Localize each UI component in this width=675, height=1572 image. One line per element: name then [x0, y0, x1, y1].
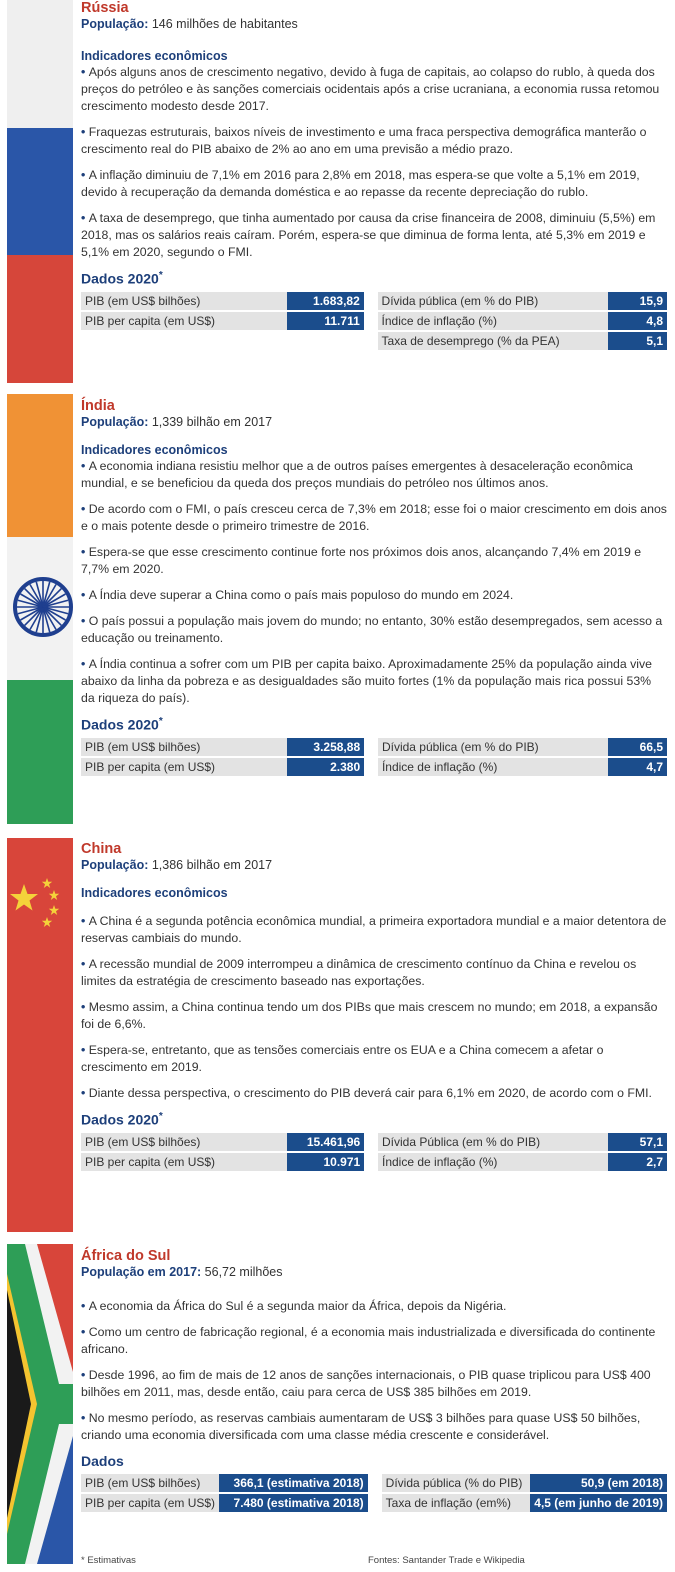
stat-label: Índice de inflação (%)	[378, 312, 608, 330]
stat-label: Dívida Pública (em % do PIB)	[378, 1133, 608, 1151]
stat-value: 10.971	[287, 1153, 364, 1171]
stat-value: 50,9 (em 2018)	[530, 1474, 667, 1492]
stat-value: 66,5	[608, 738, 667, 756]
stats-table	[81, 290, 667, 352]
china-flag	[7, 838, 73, 1232]
bullet-dot-icon: •	[81, 211, 89, 225]
stat-value: 15.461,96	[287, 1133, 364, 1151]
china-stars-icon	[7, 838, 73, 958]
stat-value: 2.380	[287, 758, 364, 776]
bullet-item: • A China é a segunda potência econômica mundial, a primeira exportadora mundial e a maior detentora de reservas cambiais do mundo.	[81, 914, 667, 945]
stat-label: PIB per capita (em US$)	[81, 1153, 287, 1171]
country-title: Índia	[81, 398, 115, 414]
stat-label	[81, 332, 287, 350]
stat-label: Dívida pública (% do PIB)	[382, 1474, 530, 1492]
stats-row	[81, 332, 667, 350]
bullet-dot-icon: •	[81, 957, 89, 971]
population-line: População: 146 milhões de habitantes	[81, 17, 298, 31]
section-south-africa	[0, 1244, 675, 1572]
ashoka-chakra-icon	[7, 537, 73, 680]
bullet-dot-icon: •	[81, 1086, 89, 1100]
stat-label: Taxa de desemprego (% da PEA)	[378, 332, 608, 350]
bullet-dot-icon: •	[81, 459, 89, 473]
stat-value: 1.683,82	[287, 292, 364, 310]
stats-row	[81, 1133, 667, 1151]
stat-value: 15,9	[608, 292, 667, 310]
stats-row	[81, 312, 667, 330]
bullet-item: • A economia da África do Sul é a segunda maior da África, depois da Nigéria.	[81, 1299, 507, 1313]
bullet-dot-icon: •	[81, 125, 89, 139]
bullet-dot-icon: •	[81, 65, 89, 79]
stat-value: 7.480 (estimativa 2018)	[219, 1494, 367, 1512]
bullet-list	[81, 64, 667, 261]
dados-title: Dados 2020*	[81, 1111, 163, 1128]
bullet-dot-icon: •	[81, 1368, 89, 1382]
bullet-dot-icon: •	[81, 1299, 89, 1313]
stat-value: 5,1	[608, 332, 667, 350]
stat-value: 2,7	[608, 1153, 667, 1171]
bullet-item: • Diante dessa perspectiva, o crescimento do PIB deverá cair para 6,1% em 2020, de acordo com o FMI.	[81, 1086, 652, 1100]
indicators-title: Indicadores econômicos	[81, 886, 228, 900]
bullet-item: • O país possui a população mais jovem do mundo; no entanto, 30% estão desempregados, sem acesso a educação ou treinamento.	[81, 614, 663, 645]
population-line: População: 1,386 bilhão em 2017	[81, 858, 273, 872]
bullet-dot-icon: •	[81, 588, 89, 602]
bullet-list	[81, 913, 667, 1102]
stat-label: PIB (em US$ bilhões)	[81, 292, 287, 310]
bullet-dot-icon: •	[81, 914, 89, 928]
stats-row	[81, 738, 667, 756]
stats-row	[81, 1153, 667, 1171]
bullet-item: • De acordo com o FMI, o país cresceu cerca de 7,3% em 2018; esse foi o maior crescimento em dois anos e o mais potente desde o primeiro trimestre de 2016.	[81, 502, 667, 533]
stat-value	[287, 332, 364, 350]
bullet-dot-icon: •	[81, 1043, 89, 1057]
bullet-item: • A Índia deve superar a China como o país mais populoso do mundo em 2024.	[81, 588, 514, 602]
bullet-dot-icon: •	[81, 1325, 89, 1339]
bullet-item: • Após alguns anos de crescimento negativo, devido à fuga de capitais, ao colapso do rublo, à queda dos preços do petróleo e às sanções comerciais ocidentais após a crise ucraniana, a economia russa retomou crescimento modesto desde 2017.	[81, 65, 660, 113]
stat-label: PIB per capita (em US$)	[81, 1494, 219, 1512]
bullet-item: • Desde 1996, ao fim de mais de 12 anos de sanções internacionais, o PIB quase triplicou para US$ 400 bilhões em 2011, mas, desde então, caiu para cerca de US$ 385 bilhões em 2019.	[81, 1368, 651, 1399]
bullet-dot-icon: •	[81, 545, 89, 559]
bullet-item: • Mesmo assim, a China continua tendo um dos PIBs que mais crescem no mundo; em 2018, a expansão foi de 6,6%.	[81, 1000, 658, 1031]
bullet-item: • Espera-se que esse crescimento continue forte nos próximos dois anos, alcançando 7,4% em 2019 e 7,7% em 2020.	[81, 545, 642, 576]
country-title: África do Sul	[81, 1248, 171, 1264]
india-content	[81, 398, 667, 778]
south-africa-content	[81, 1248, 667, 1514]
dados-title: Dados 2020*	[81, 270, 163, 287]
bullet-dot-icon: •	[81, 657, 89, 671]
bullet-dot-icon: •	[81, 1000, 89, 1014]
population-line: População em 2017: 56,72 milhões	[81, 1265, 283, 1279]
indicators-title: Indicadores econômicos	[81, 443, 228, 457]
stat-label: PIB per capita (em US$)	[81, 758, 287, 776]
stat-value: 366,1 (estimativa 2018)	[219, 1474, 367, 1492]
footnote-estimates: * Estimativas	[81, 1555, 136, 1566]
stats-row	[81, 1474, 667, 1492]
population-line: População: 1,339 bilhão em 2017	[81, 415, 273, 429]
stat-value: 4,8	[608, 312, 667, 330]
stat-label: Taxa de inflação (em%)	[382, 1494, 530, 1512]
bullet-list	[81, 458, 667, 707]
bullet-dot-icon: •	[81, 1411, 89, 1425]
bullet-item: • A inflação diminuiu de 7,1% em 2016 para 2,8% em 2018, mas espera-se que volte a 5,1% em 2019, devido à recuperação da demanda doméstica e ao repasse da recente depreciação do rublo.	[81, 168, 640, 199]
dados-title: Dados	[81, 1453, 124, 1469]
stat-value: 11.711	[287, 312, 364, 330]
country-title: Rússia	[81, 0, 129, 16]
stat-label: Dívida pública (em % do PIB)	[378, 292, 608, 310]
stats-row	[81, 1494, 667, 1512]
stat-label: PIB (em US$ bilhões)	[81, 1474, 219, 1492]
section-russia	[0, 0, 675, 388]
bullet-dot-icon: •	[81, 502, 89, 516]
stat-label: Dívida pública (em % do PIB)	[378, 738, 608, 756]
stat-value: 57,1	[608, 1133, 667, 1151]
bullet-item: • A taxa de desemprego, que tinha aumentado por causa da crise financeira de 2008, diminuiu (5,5%) em 2018, mas os salários reais caíram. Porém, espera-se que diminua de forma lenta, até 5,3% em 2019 e 5,1% em 2020, segundo o FMI.	[81, 211, 656, 259]
stat-value: 3.258,88	[287, 738, 364, 756]
dados-title: Dados 2020*	[81, 716, 163, 733]
section-china	[0, 838, 675, 1234]
bullet-item: • Como um centro de fabricação regional, é a economia mais industrializada e diversificada do continente africano.	[81, 1325, 656, 1356]
russia-content	[81, 0, 667, 352]
russia-flag	[7, 0, 73, 383]
bullet-item: • Fraquezas estruturais, baixos níveis de investimento e uma fraca perspectiva demográfica manterão o crescimento real do PIB abaixo de 2% ao ano em uma previsão a médio prazo.	[81, 125, 647, 156]
bullet-item: • A economia indiana resistiu melhor que a de outros países emergentes à desaceleração econômica mundial, e se beneficiou da queda dos preços mundiais do petróleo nos últimos anos.	[81, 459, 633, 490]
india-flag	[7, 394, 73, 824]
stat-value: 4,5 (em junho de 2019)	[530, 1494, 667, 1512]
section-india	[0, 394, 675, 824]
bullet-dot-icon: •	[81, 168, 89, 182]
stat-label: PIB per capita (em US$)	[81, 312, 287, 330]
stats-table	[81, 1131, 667, 1173]
bullet-item: • A recessão mundial de 2009 interrompeu a dinâmica de crescimento contínuo da China e revelou os limites da estratégia de crescimento baseado nas exportações.	[81, 957, 637, 988]
stat-label: Índice de inflação (%)	[378, 1153, 608, 1171]
stat-label: PIB (em US$ bilhões)	[81, 1133, 287, 1151]
stat-value: 4,7	[608, 758, 667, 776]
footnote-sources: Fontes: Santander Trade e Wikipedia	[368, 1555, 525, 1566]
bullet-item: • A Índia continua a sofrer com um PIB per capita baixo. Aproximadamente 25% da população ainda vive abaixo da linha da pobreza e as desigualdades são muito fortes (1% da população mais rica possui 53% da riqueza do país).	[81, 657, 652, 705]
stats-table	[81, 1472, 667, 1514]
country-title: China	[81, 841, 122, 857]
stats-row	[81, 292, 667, 310]
indicators-title: Indicadores econômicos	[81, 49, 228, 63]
bullet-item: • Espera-se, entretanto, que as tensões comerciais entre os EUA e a China comecem a afetar o crescimento em 2019.	[81, 1043, 604, 1074]
china-content	[81, 841, 667, 1173]
south-africa-flag	[7, 1244, 73, 1564]
bullet-item: • No mesmo período, as reservas cambiais aumentaram de US$ 3 bilhões para quase US$ 50 bilhões, criando uma economia diversificada com uma classe média crescente e considerável.	[81, 1411, 641, 1442]
stats-row	[81, 758, 667, 776]
bullet-dot-icon: •	[81, 614, 89, 628]
stat-label: PIB (em US$ bilhões)	[81, 738, 287, 756]
stats-table	[81, 736, 667, 778]
south-africa-flag-icon	[7, 1244, 73, 1564]
stat-label: Índice de inflação (%)	[378, 758, 608, 776]
bullet-list	[81, 1298, 667, 1444]
